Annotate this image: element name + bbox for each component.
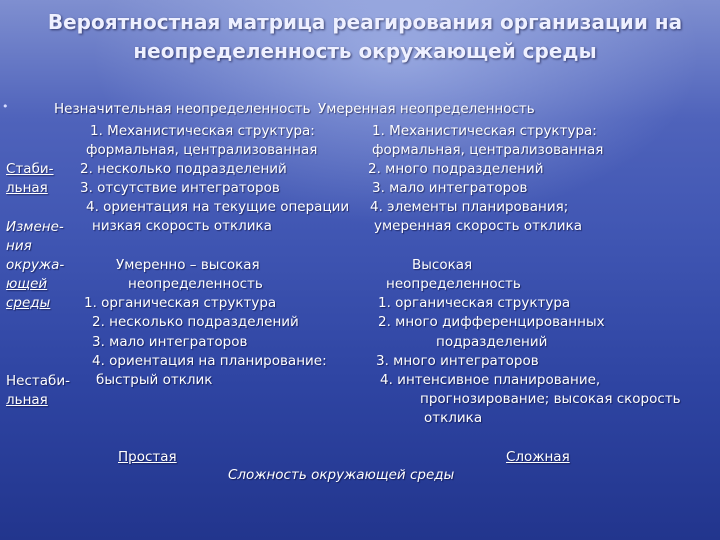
y-axis-label-5: среды [6, 295, 51, 311]
x-axis-simple: Простая [118, 449, 177, 465]
q3-line-5: быстрый отклик [96, 372, 213, 388]
y-axis-label-3: окружа- [6, 257, 65, 273]
q3-line-1: 1. органическая структура [84, 295, 277, 311]
y-axis-unstable-1: Нестаби- [6, 373, 70, 389]
q2-line-3: 2. много подразделений [368, 161, 544, 177]
q4-line-6: прогнозирование; высокая скорость [420, 391, 681, 407]
x-axis-label: Сложность окружающей среды [228, 467, 455, 483]
q3-line-2: 2. несколько подразделений [92, 314, 299, 330]
y-axis-label-4: ющей [6, 276, 48, 292]
q4-line-4: 3. много интеграторов [376, 353, 539, 369]
y-axis-label-2: ния [6, 238, 32, 254]
q1-line-2: формальная, централизованная [86, 142, 318, 158]
y-axis-unstable-2: льная [6, 392, 48, 408]
q4-line-7: отклика [424, 410, 483, 426]
q2-line-4: 3. мало интеграторов [372, 180, 528, 196]
q3-heading-2: неопределенность [128, 276, 263, 292]
header-low-uncertainty: Незначительная неопределенность [54, 101, 311, 117]
q2-line-6: умеренная скорость отклика [374, 218, 582, 234]
q1-line-4: 3. отсутствие интеграторов [80, 180, 280, 196]
q1-line-1: 1. Механистическая структура: [90, 123, 315, 139]
q4-heading-1: Высокая [412, 257, 473, 273]
q3-line-4: 4. ориентация на планирование: [92, 353, 327, 369]
q3-heading-1: Умеренно – высокая [116, 257, 260, 273]
q1-line-3: 2. несколько подразделений [80, 161, 287, 177]
q2-line-2: формальная, централизованная [372, 142, 604, 158]
q2-line-5: 4. элементы планирования; [370, 199, 569, 215]
slide-title: Вероятностная матрица реагирования организации на неопределенность окружающей среды [47, 10, 683, 63]
y-axis-label-1: Измене- [6, 219, 64, 235]
q3-line-3: 3. мало интеграторов [92, 334, 248, 350]
header-moderate-uncertainty: Умеренная неопределенность [318, 101, 535, 117]
q2-line-1: 1. Механистическая структура: [372, 123, 597, 139]
q4-heading-2: неопределенность [386, 276, 521, 292]
bullet-icon: • [2, 100, 9, 113]
y-axis-stable-1: Стаби- [6, 161, 54, 177]
q4-line-2: 2. много дифференцированных [378, 314, 605, 330]
x-axis-complex: Сложная [506, 449, 570, 465]
q4-line-3: подразделений [436, 334, 548, 350]
q1-line-6: низкая скорость отклика [92, 218, 272, 234]
q4-line-1: 1. органическая структура [378, 295, 571, 311]
q4-line-5: 4. интенсивное планирование, [380, 372, 601, 388]
y-axis-stable-2: льная [6, 180, 48, 196]
q1-line-5: 4. ориентация на текущие операции [86, 199, 350, 215]
